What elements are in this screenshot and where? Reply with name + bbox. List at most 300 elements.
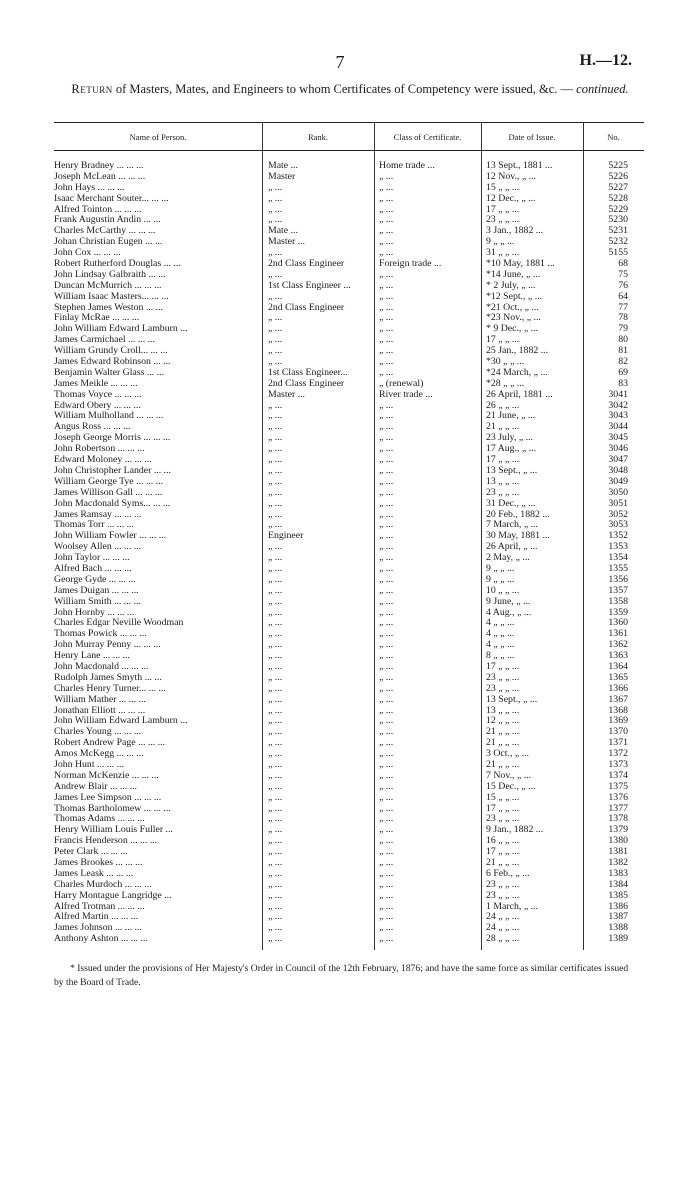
cell-number: 5231 bbox=[608, 226, 628, 237]
cell-class: „ ... bbox=[379, 291, 394, 302]
cell-name: Edward Moloney ... ... ... bbox=[54, 455, 152, 466]
cell-name: John Hornby ... ... ... bbox=[54, 607, 135, 618]
cell-rank: „ ... bbox=[268, 781, 283, 792]
cell-class: „ ... bbox=[379, 531, 394, 542]
cell-number: 3051 bbox=[608, 498, 628, 509]
cell-number: 1386 bbox=[608, 901, 628, 912]
cell-class: „ ... bbox=[379, 476, 394, 487]
cell-rank: „ ... bbox=[268, 901, 283, 912]
cell-number: 1385 bbox=[608, 890, 628, 901]
cell-number: 1371 bbox=[608, 738, 628, 749]
cell-number: 75 bbox=[618, 269, 628, 280]
table-row bbox=[0, 684, 700, 695]
table-row bbox=[0, 629, 700, 640]
cell-rank: Engineer bbox=[268, 531, 304, 542]
cell-rank: „ ... bbox=[268, 400, 283, 411]
cell-rank: Mate ... bbox=[268, 161, 298, 171]
cell-class: „ ... bbox=[379, 585, 394, 596]
cell-rank: „ ... bbox=[268, 465, 283, 476]
cell-date: 21 „ „ ... bbox=[486, 727, 520, 738]
cell-number: 1375 bbox=[608, 781, 628, 792]
page-number: 7 bbox=[335, 52, 345, 72]
cell-rank: „ ... bbox=[268, 923, 283, 934]
cell-date: 23 „ „ ... bbox=[486, 879, 520, 890]
cell-number: 1356 bbox=[608, 574, 628, 585]
cell-rank: „ ... bbox=[268, 553, 283, 564]
cell-number: 1364 bbox=[608, 661, 628, 672]
table-row bbox=[0, 248, 700, 259]
cell-date: *30 „ „ ... bbox=[486, 357, 525, 368]
cell-class: „ ... bbox=[379, 367, 394, 378]
cell-number: 83 bbox=[618, 378, 628, 389]
cell-name: Alfred Tointon ... ... ... bbox=[54, 204, 142, 215]
cell-number: 1378 bbox=[608, 814, 628, 825]
cell-number: 1381 bbox=[608, 847, 628, 858]
cell-rank: Master bbox=[268, 171, 296, 182]
table-row bbox=[0, 488, 700, 499]
cell-rank: „ ... bbox=[268, 651, 283, 662]
cell-date: 21 „ „ ... bbox=[486, 858, 520, 868]
cell-date: 26 April, 1881 ... bbox=[486, 389, 553, 400]
cell-rank: „ ... bbox=[268, 487, 283, 498]
cell-number: 64 bbox=[618, 291, 628, 302]
cell-name: Rudolph James Smyth ... ... bbox=[54, 672, 162, 683]
table-row bbox=[0, 564, 700, 575]
cell-rank: 1st Class Engineer ... bbox=[268, 280, 351, 291]
cell-number: 1380 bbox=[608, 836, 628, 847]
table-row bbox=[0, 738, 700, 749]
cell-date: 26 April, „ ... bbox=[486, 542, 538, 553]
cell-rank: „ ... bbox=[268, 607, 283, 618]
cell-rank: „ ... bbox=[268, 509, 283, 520]
table-row bbox=[0, 586, 700, 597]
table-row bbox=[0, 172, 700, 183]
cell-class: „ ... bbox=[379, 868, 394, 879]
cell-class: „ ... bbox=[379, 193, 394, 204]
cell-class: „ ... bbox=[379, 934, 394, 945]
cell-name: James Leask ... ... ... bbox=[54, 868, 134, 879]
cell-date: 25 Jan., 1882 ... bbox=[486, 346, 549, 357]
cell-class: „ ... bbox=[379, 226, 394, 237]
cell-name: Anthony Ashton ... ... ... bbox=[54, 934, 148, 945]
cell-name: Charles McCarthy ... ... ... bbox=[54, 226, 156, 237]
table-row bbox=[0, 226, 700, 237]
cell-rank: 2nd Class Engineer bbox=[268, 378, 345, 389]
cell-number: 3043 bbox=[608, 411, 628, 422]
table-row bbox=[0, 215, 700, 226]
cell-name: Thomas Voyce ... ... ... bbox=[54, 389, 142, 400]
cell-rank: „ ... bbox=[268, 193, 283, 204]
cell-date: 23 „ „ ... bbox=[486, 814, 520, 825]
cell-rank: „ ... bbox=[268, 433, 283, 444]
cell-rank: „ ... bbox=[268, 444, 283, 455]
cell-class: „ ... bbox=[379, 651, 394, 662]
cell-rank: Mate ... bbox=[268, 226, 298, 237]
cell-class: „ ... bbox=[379, 781, 394, 792]
cell-class: „ ... bbox=[379, 302, 394, 313]
table-row bbox=[0, 608, 700, 619]
cell-date: 9 June, „ ... bbox=[486, 596, 531, 607]
cell-class: „ ... bbox=[379, 607, 394, 618]
cell-class: „ ... bbox=[379, 749, 394, 760]
cell-name: Alfred Trotman ... ... ... bbox=[54, 901, 145, 912]
cell-rank: „ ... bbox=[268, 629, 283, 640]
cell-date: 10 „ „ ... bbox=[486, 585, 520, 596]
cell-class: „ ... bbox=[379, 280, 394, 291]
cell-date: 4 „ „ ... bbox=[486, 640, 515, 651]
cell-date: *23 Nov., „ ... bbox=[486, 313, 541, 324]
cell-class: „ ... bbox=[379, 672, 394, 683]
cell-number: 3041 bbox=[608, 389, 628, 400]
footnote: * Issued under the provisions of Her Majesty's Order in Council of the 12th February, 1876; and have the same force as similar certificates issued by the Board of Trade. bbox=[54, 963, 629, 988]
cell-name: Frank Augustin Andin ... ... bbox=[54, 215, 161, 226]
cell-class: „ ... bbox=[379, 422, 394, 433]
cell-rank: „ ... bbox=[268, 868, 283, 879]
table-row bbox=[0, 313, 700, 324]
cell-name: John Macdonald ... ... ... bbox=[54, 661, 149, 672]
cell-number: 1377 bbox=[608, 803, 628, 814]
cell-class: „ ... bbox=[379, 912, 394, 923]
cell-rank: „ ... bbox=[268, 847, 283, 858]
cell-number: 1387 bbox=[608, 912, 628, 923]
cell-date: 24 „ „ ... bbox=[486, 923, 520, 934]
cell-date: 13 Sept., „ ... bbox=[486, 694, 538, 705]
cell-number: 5155 bbox=[608, 248, 628, 259]
cell-class: „ ... bbox=[379, 346, 394, 357]
cell-date: 2 May, „ ... bbox=[486, 553, 530, 564]
cell-name: Johan Christian Eugen ... ... bbox=[54, 237, 163, 248]
table-row bbox=[0, 357, 700, 368]
cell-name: William Mulholland ... ... ... bbox=[54, 411, 164, 422]
table-row bbox=[0, 205, 700, 216]
cell-date: 23 „ „ ... bbox=[486, 672, 520, 683]
table-row bbox=[0, 194, 700, 205]
cell-rank: „ ... bbox=[268, 759, 283, 770]
cell-class: „ ... bbox=[379, 694, 394, 705]
cell-class: „ ... bbox=[379, 171, 394, 182]
cell-date: 31 „ „ ... bbox=[486, 248, 520, 259]
table-row bbox=[0, 651, 700, 662]
cell-name: George Gyde ... ... ... bbox=[54, 574, 136, 585]
cell-rank: „ ... bbox=[268, 694, 283, 705]
cell-rank: „ ... bbox=[268, 498, 283, 509]
cell-rank: 2nd Class Engineer bbox=[268, 259, 345, 270]
cell-rank: „ ... bbox=[268, 542, 283, 553]
cell-name: John Hunt ... ... ... bbox=[54, 759, 124, 770]
cell-date: 23 „ „ ... bbox=[486, 487, 520, 498]
table-row bbox=[0, 303, 700, 314]
table-row bbox=[0, 847, 700, 858]
cell-date: 17 „ „ ... bbox=[486, 335, 520, 346]
cell-class: „ ... bbox=[379, 629, 394, 640]
cell-number: 79 bbox=[618, 324, 628, 335]
cell-date: 21 „ „ ... bbox=[486, 759, 520, 770]
cell-class: „ ... bbox=[379, 182, 394, 193]
cell-date: *21 Oct., „ ... bbox=[486, 302, 539, 313]
table-row bbox=[0, 335, 700, 346]
cell-class: „ ... bbox=[379, 433, 394, 444]
cell-number: 1361 bbox=[608, 629, 628, 640]
cell-date: 6 Feb., „ ... bbox=[486, 868, 530, 879]
table-row bbox=[0, 869, 700, 880]
cell-rank: „ ... bbox=[268, 705, 283, 716]
cell-name: James Edward Robinson ... ... bbox=[54, 357, 171, 368]
cell-name: Thomas Bartholomew ... ... ... bbox=[54, 803, 171, 814]
cell-date: 21 „ „ ... bbox=[486, 738, 520, 749]
table-row bbox=[0, 912, 700, 923]
document-reference: H.—12. bbox=[579, 52, 632, 69]
cell-date: 17 Aug., „ ... bbox=[486, 444, 537, 455]
cell-class: „ ... bbox=[379, 705, 394, 716]
cell-name: Charles Edgar Neville Woodman bbox=[54, 618, 184, 629]
cell-name: John William Edward Lamburn ... bbox=[54, 324, 188, 335]
table-row bbox=[0, 390, 700, 401]
cell-date: 8 „ „ ... bbox=[486, 651, 515, 662]
cell-date: 20 Feb., 1882 ... bbox=[486, 509, 550, 520]
cell-name: Henry William Louis Fuller ... bbox=[54, 825, 173, 836]
cell-class: „ ... bbox=[379, 248, 394, 259]
cell-rank: „ ... bbox=[268, 825, 283, 836]
cell-number: 3053 bbox=[608, 520, 628, 531]
cell-class: „ ... bbox=[379, 847, 394, 858]
cell-date: 7 March, „ ... bbox=[486, 520, 538, 531]
cell-name: Isaac Merchant Souter... ... ... bbox=[54, 193, 169, 204]
table-row bbox=[0, 706, 700, 717]
table-row bbox=[0, 466, 700, 477]
cell-number: 3046 bbox=[608, 444, 628, 455]
table-row bbox=[0, 597, 700, 608]
cell-rank: „ ... bbox=[268, 215, 283, 226]
cell-number: 82 bbox=[618, 357, 628, 368]
cell-name: Jonathan Elliott ... ... ... bbox=[54, 705, 146, 716]
cell-number: 1388 bbox=[608, 923, 628, 934]
cell-number: 5230 bbox=[608, 215, 628, 226]
cell-date: * 2 July, „ ... bbox=[486, 280, 536, 291]
cell-number: 3047 bbox=[608, 455, 628, 466]
cell-name: Harry Montague Langridge ... bbox=[54, 890, 172, 901]
cell-rank: „ ... bbox=[268, 770, 283, 781]
cell-number: 68 bbox=[618, 259, 628, 270]
cell-name: Thomas Torr ... ... ... bbox=[54, 520, 134, 531]
cell-name: Joseph George Morris ... ... ... bbox=[54, 433, 171, 444]
cell-name: James Brookes ... ... ... bbox=[54, 858, 143, 868]
cell-class: „ ... bbox=[379, 661, 394, 672]
cell-rank: „ ... bbox=[268, 640, 283, 651]
cell-number: 1370 bbox=[608, 727, 628, 738]
cell-class: „ ... bbox=[379, 563, 394, 574]
cell-rank: „ ... bbox=[268, 890, 283, 901]
cell-number: 1379 bbox=[608, 825, 628, 836]
cell-rank: „ ... bbox=[268, 596, 283, 607]
cell-number: 1353 bbox=[608, 542, 628, 553]
cell-name: Charles Henry Turner... ... ... bbox=[54, 683, 166, 694]
cell-class: „ ... bbox=[379, 858, 394, 868]
cell-date: 15 „ „ ... bbox=[486, 792, 520, 803]
cell-rank: „ ... bbox=[268, 269, 283, 280]
cell-date: 17 „ „ ... bbox=[486, 455, 520, 466]
cell-name: Amos McKegg ... ... ... bbox=[54, 749, 144, 760]
cell-name: William Smith ... ... ... bbox=[54, 596, 141, 607]
cell-date: 13 Sept., „ ... bbox=[486, 465, 538, 476]
cell-rank: „ ... bbox=[268, 879, 283, 890]
cell-number: 1367 bbox=[608, 694, 628, 705]
cell-rank: „ ... bbox=[268, 727, 283, 738]
table-row bbox=[0, 640, 700, 651]
cell-name: Joseph McLean ... ... ... bbox=[54, 171, 146, 182]
cell-class: „ ... bbox=[379, 237, 394, 248]
cell-date: 12 Dec., „ ... bbox=[486, 193, 536, 204]
cell-name: William Mather ... ... ... bbox=[54, 694, 146, 705]
cell-date: 16 „ „ ... bbox=[486, 836, 520, 847]
cell-class: „ ... bbox=[379, 553, 394, 564]
cell-date: 9 „ „ ... bbox=[486, 574, 515, 585]
table-row bbox=[0, 401, 700, 412]
table-row bbox=[0, 760, 700, 771]
cell-class: „ ... bbox=[379, 803, 394, 814]
cell-name: John Christopher Lander ... ... bbox=[54, 465, 171, 476]
cell-name: James Carmichael ... ... ... bbox=[54, 335, 155, 346]
cell-rank: „ ... bbox=[268, 683, 283, 694]
col-header-class: Class of Certificate. bbox=[393, 132, 462, 142]
cell-number: 81 bbox=[618, 346, 628, 357]
cell-class: „ ... bbox=[379, 509, 394, 520]
cell-class: „ ... bbox=[379, 792, 394, 803]
cell-number: 5226 bbox=[608, 171, 628, 182]
table-row bbox=[0, 618, 700, 629]
cell-name: Robert Andrew Page ... ... ... bbox=[54, 738, 166, 749]
table-row bbox=[0, 281, 700, 292]
table-row bbox=[0, 346, 700, 357]
cell-class: „ ... bbox=[379, 890, 394, 901]
cell-number: 5225 bbox=[608, 161, 628, 171]
cell-class: „ ... bbox=[379, 487, 394, 498]
cell-class: „ ... bbox=[379, 324, 394, 335]
table-row bbox=[0, 804, 700, 815]
cell-date: 15 Dec., „ ... bbox=[486, 781, 536, 792]
table-row bbox=[0, 727, 700, 738]
cell-date: 4 „ „ ... bbox=[486, 618, 515, 629]
cell-rank: „ ... bbox=[268, 672, 283, 683]
cell-class: „ ... bbox=[379, 770, 394, 781]
table-row bbox=[0, 368, 700, 379]
table-row bbox=[0, 520, 700, 531]
cell-rank: „ ... bbox=[268, 836, 283, 847]
cell-number: 1362 bbox=[608, 640, 628, 651]
cell-date: 24 „ „ ... bbox=[486, 912, 520, 923]
cell-number: 1359 bbox=[608, 607, 628, 618]
table-row bbox=[0, 575, 700, 586]
table-row bbox=[0, 270, 700, 281]
table-header-rule bbox=[54, 150, 644, 151]
cell-rank: 2nd Class Engineer bbox=[268, 302, 345, 313]
cell-class: „ ... bbox=[379, 411, 394, 422]
cell-class: „ ... bbox=[379, 618, 394, 629]
table-body bbox=[0, 161, 700, 945]
table-row bbox=[0, 553, 700, 564]
cell-name: William George Tye ... ... ... bbox=[54, 476, 164, 487]
cell-class: „ (renewal) bbox=[379, 378, 424, 389]
table-row bbox=[0, 433, 700, 444]
cell-number: 1365 bbox=[608, 672, 628, 683]
table-row bbox=[0, 292, 700, 303]
cell-number: 5227 bbox=[608, 182, 628, 193]
cell-number: 1363 bbox=[608, 651, 628, 662]
cell-number: 1384 bbox=[608, 879, 628, 890]
cell-rank: Master ... bbox=[268, 237, 306, 248]
cell-class: „ ... bbox=[379, 901, 394, 912]
cell-name: James Duigan ... ... ... bbox=[54, 585, 139, 596]
cell-name: Edward Obery ... ... ... bbox=[54, 400, 141, 411]
cell-rank: „ ... bbox=[268, 618, 283, 629]
cell-date: 13 „ „ ... bbox=[486, 705, 520, 716]
table-row bbox=[0, 237, 700, 248]
cell-class: „ ... bbox=[379, 465, 394, 476]
table-row bbox=[0, 673, 700, 684]
cell-name: Norman McKenzie ... ... ... bbox=[54, 770, 159, 781]
cell-number: 1383 bbox=[608, 868, 628, 879]
cell-date: *28 „ „ ... bbox=[486, 378, 525, 389]
title-text: of Masters, Mates, and Engineers to whom Certificates of Competency were issued, &c. — bbox=[112, 82, 577, 96]
cell-class: „ ... bbox=[379, 498, 394, 509]
page-title bbox=[60, 82, 640, 97]
title-lead: Return bbox=[71, 82, 113, 96]
cell-class: „ ... bbox=[379, 640, 394, 651]
cell-rank: „ ... bbox=[268, 248, 283, 259]
cell-date: 23 „ „ ... bbox=[486, 890, 520, 901]
cell-class: „ ... bbox=[379, 357, 394, 368]
cell-class: „ ... bbox=[379, 335, 394, 346]
table-row bbox=[0, 771, 700, 782]
cell-rank: „ ... bbox=[268, 182, 283, 193]
cell-rank: „ ... bbox=[268, 803, 283, 814]
cell-name: Henry Bradney ... ... ... bbox=[54, 161, 144, 171]
cell-class: „ ... bbox=[379, 727, 394, 738]
cell-number: 1376 bbox=[608, 792, 628, 803]
table-row bbox=[0, 836, 700, 847]
cell-date: 17 „ „ ... bbox=[486, 847, 520, 858]
cell-number: 1354 bbox=[608, 553, 628, 564]
cell-date: 30 May, 1881 ... bbox=[486, 531, 550, 542]
cell-rank: „ ... bbox=[268, 204, 283, 215]
cell-name: Alfred Martin ... ... ... bbox=[54, 912, 139, 923]
cell-name: Stephen James Weston ... ... bbox=[54, 302, 163, 313]
cell-number: 1360 bbox=[608, 618, 628, 629]
table-row bbox=[0, 934, 700, 945]
cell-rank: „ ... bbox=[268, 814, 283, 825]
col-header-rank: Rank. bbox=[307, 132, 329, 142]
cell-name: Duncan McMurrich ... ... ... bbox=[54, 280, 162, 291]
cell-name: John Murray Penny ... ... ... bbox=[54, 640, 161, 651]
cell-class: „ ... bbox=[379, 204, 394, 215]
cell-number: 3052 bbox=[608, 509, 628, 520]
cell-name: John William Fowler ... ... ... bbox=[54, 531, 167, 542]
table-row bbox=[0, 782, 700, 793]
cell-name: John Lindsay Galbraith ... ... bbox=[54, 269, 166, 280]
cell-number: 1358 bbox=[608, 596, 628, 607]
cell-number: 78 bbox=[618, 313, 628, 324]
cell-class: „ ... bbox=[379, 836, 394, 847]
cell-date: *24 March, „ ... bbox=[486, 367, 548, 378]
table-row bbox=[0, 499, 700, 510]
cell-date: 7 Nov., „ ... bbox=[486, 770, 532, 781]
cell-date: 31 Dec., „ ... bbox=[486, 498, 536, 509]
cell-name: James Lee Simpson ... ... ... bbox=[54, 792, 162, 803]
cell-date: 4 Aug., „ ... bbox=[486, 607, 532, 618]
cell-name: Thomas Adams ... ... ... bbox=[54, 814, 145, 825]
cell-name: Thomas Powick ... ... ... bbox=[54, 629, 147, 640]
cell-number: 1389 bbox=[608, 934, 628, 945]
cell-name: Peter Clark ... ... ... bbox=[54, 847, 128, 858]
